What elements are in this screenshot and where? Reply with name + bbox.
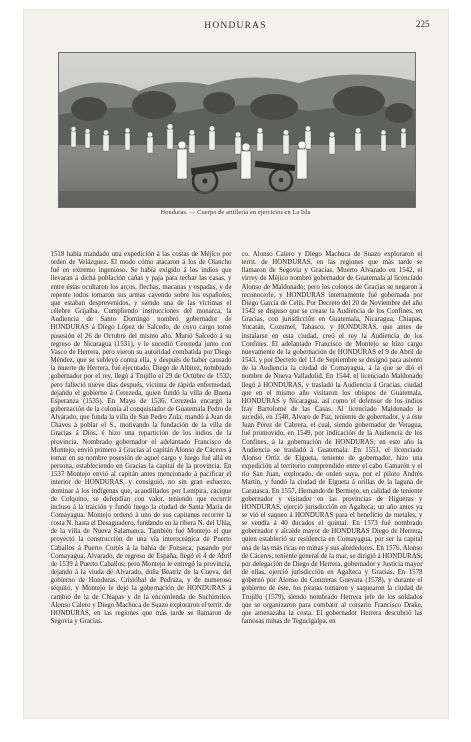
document-page: [24, 10, 448, 718]
photo-illustration: [59, 53, 415, 207]
column-left-text: 1518 había mandado una expedición á las costas de Méjico por orden de Velázquez. El modo cómo atacaron á los de Olancho fué en extremo ingenioso. Se había exigido á los indios que llevaran á dichá población cañas y paja para techar las casas, y entre éstas ocultaron los arcos, flechas, macanas y espadas, y de repente todos tomaron sus armas cayendo sobre los españoles, que estaban desprevenidos, y siendo una de las víctimas el célebre Grijalba. Cumpliendo instrucciones del monarca, la Audiencia de Santo Domingo nombró gobernador de HONDURAS á Diego López de Salcedo, de cuyo cargo tomó posesión el 26 de Octubre del mismo año. Murió Salcedo á su regreso de Nicaragua (1531), y le sucedió Cerezeda junto con Vasco de Herrera, pero vieron su autoridad combatida por Diego Méndez, que se subleyó contra ella, y después de haber causado la muerte de Herrera, fué ejecutado. Diego de Albitez, nombrado gobernador por el rey, llegó á Trujillo el 29 de Octubre de 1532; pero falleció nueve días después, víctima de rápida enfermedad, dejando el gobierno á Cerezeda, quien fundó la villa de Buena Esperanza (1535). En Mayo de 1536, Cerezeda encargó la gobernación de la colonia al conquistador de Guatemala Pedro de Alvarado, que funda la villa de San Pedro Zula; mandó á Juan de Chaves á poblar el S., motivando la fundación de la villa de Gracias á Dios, é hizo una repartición de los indios de la provincia. Nombrado gobernador el adelantado Francisco de Montejo, envió primero á Gracias al capitán Alonso de Cáceres á tomar en su nombre posesión de aquel cargo y luego fué allá en persona, estableciendo en Gracias la capital de la provincia. En 1537 Montejo envió al capitán antes mencionado á pacificar el interior de HONDURAS, y consiguió, no sin gran esfuerzo, dominar á los indígenas que, acaudillados por Lempira, cacique de Colquino, se defendían con valor, teniendo que recurrir incluso á la traición y fundó luego la ciudad de Santa María de Comayagua. Montejo ordenó á uno de sus capitanes recorrer la costa N. hasta el Desaguadero, fundando en la ribera N. del Ulúa, de la villa de Nueva Salamanca. También fué Montejo el que proyectó la construcción de una vía interoceánica de Puerto Caballos á Puerto Cortés á la bahía de Fonseca, pasando por Comayagua. Alvarado, de regreso de España, llegó el 4 de Abril de 1539 á Puerto Caballos; pero Montejo le entregó la provincia, dejando á la viuda de Alvarado, doña Beatriz de la Cueva, del gobierno de Honduras. Cristóbal de Pedraza, y de numeroso séquito, y Montejo le dejó la gobernación de HONDURAS á cambio de la de Chiapas y de la encomienda de Suchimilco. Alonso Calero y Diego Machuca de Suazo exploraron el territ. de HONDURAS, en las regiones que más tarde se llamaron de Segovia y Gracias.: [50, 251, 232, 626]
running-header: [42, 18, 430, 34]
text-column-left: [51, 251, 232, 707]
running-title: HONDURAS: [204, 21, 267, 31]
text-columns: [51, 251, 423, 707]
figure-caption: Honduras. — Cuerpo de artillería en ejercicios en La Isla: [160, 209, 311, 216]
text-column-right: [242, 251, 423, 707]
page-number: 225: [416, 19, 430, 29]
column-right-text: co. Alonso Calero y Diego Machuca de Suazo exploraron el territ. de HONDURAS, en las regiones que más tarde se llamaron de Segovia y Gracias. Muerto Alvarado en 1542, el virrey de Méjico nombró gobernador de Guatemala al licenciado Alonso de Maldonado; pero los colonos de Gracias se negaron á reconocerle, y HONDURAS internamente fué gobernada por Diego García de Celís. Por Decreto del 20 de Noviembre del año 1542 se dispuso que se crease la Audiencia de los Confines, en Gracias, con jurisdicción en Guatemala, Nicaragua, Chiapas, Yucatán, Cozumel, Tabasco, y HONDURAS, que antes de instalarse en esta ciudad, creó el rey la Audiencia de los Confines. El adelantado Francisco de Montejo se hizo cargo nuevamente de la gobernación de HONDURAS el 9 de Abril de 1543, y por Decreto del 13 de Septiembre se designó para asiento de la Audiencia la ciudad de Comayagua, á la que se dió el nombre de Nueva Valladolid. En 1544, el licenciado Maldonado llegó á HONDURAS, y trasladó la Audiencia á Gracias, ciudad que en el mismo año visitaron los obispos de Guatemala, HONDURAS y Nicaragua, así como el defensor de los indios fray Bartolomé de las Casas. Al licenciado Maldonado le sucedió, en 1548, Alvaro de Paz, teniente de gobernador, y á éste Juan Pérez de Cabrera, el cual, siendo gobernador de Veragua, fué promovido, en 1549, por indicación de la Audiencia de los Confines, á la gobernación de HONDURAS; en este año la Audiencia se trasladó á Guatemala. En 1551, el licenciado Alonso Ortiz de Elgueta, teniente de gobernador, hizo una expedición al territorio comprendido entre el cabo Camarón y el río San Juan, explorado, de orden suya, por el piloto Andrés Martín, y fundó la ciudad de Elgueta á orillas de la laguna de Caratasca. En 1557, Hernando de Bermejo, en calidad de teniente gobernador y visitador en las provincias de Higueras y HONDURAS, ejerció jurisdicción en Agalteca; un año antes ya se vió el saqueo á HONDURAS para el beneficio de metales, y se vendía á 40 ducados el quintal. En 1573 fué nombrado gobernador y alcalde mayor de HONDURAS Diego de Herrera, quien estableció su residencia en Comayagua, por ser la capital una de las más ricas en minas y sus alrededores. En 1576, Alonso de Cáceres, teniente general de la mar, se dirigió á HONDURAS; por delegación de Diego de Herrera, gobernador y Justicia mayor de ellas, ejerció jurisdicción en Agalteca y Gracias. En 1578 gobernó por Alonso de Contreras Guevara (1578), y durante el gobierno de éste, los piratas tomaron y saquearon la ciudad de Trujillo (1579), siendo nombrado Herrera jefe de los soldados que se organizaron para combatir al corsario Francisco Drake, que amenazaba la costa. El gobernador Herrera descubrió las famosas minas de Tegucigalpa, en: [241, 251, 423, 626]
artillery-photograph: [58, 52, 416, 208]
